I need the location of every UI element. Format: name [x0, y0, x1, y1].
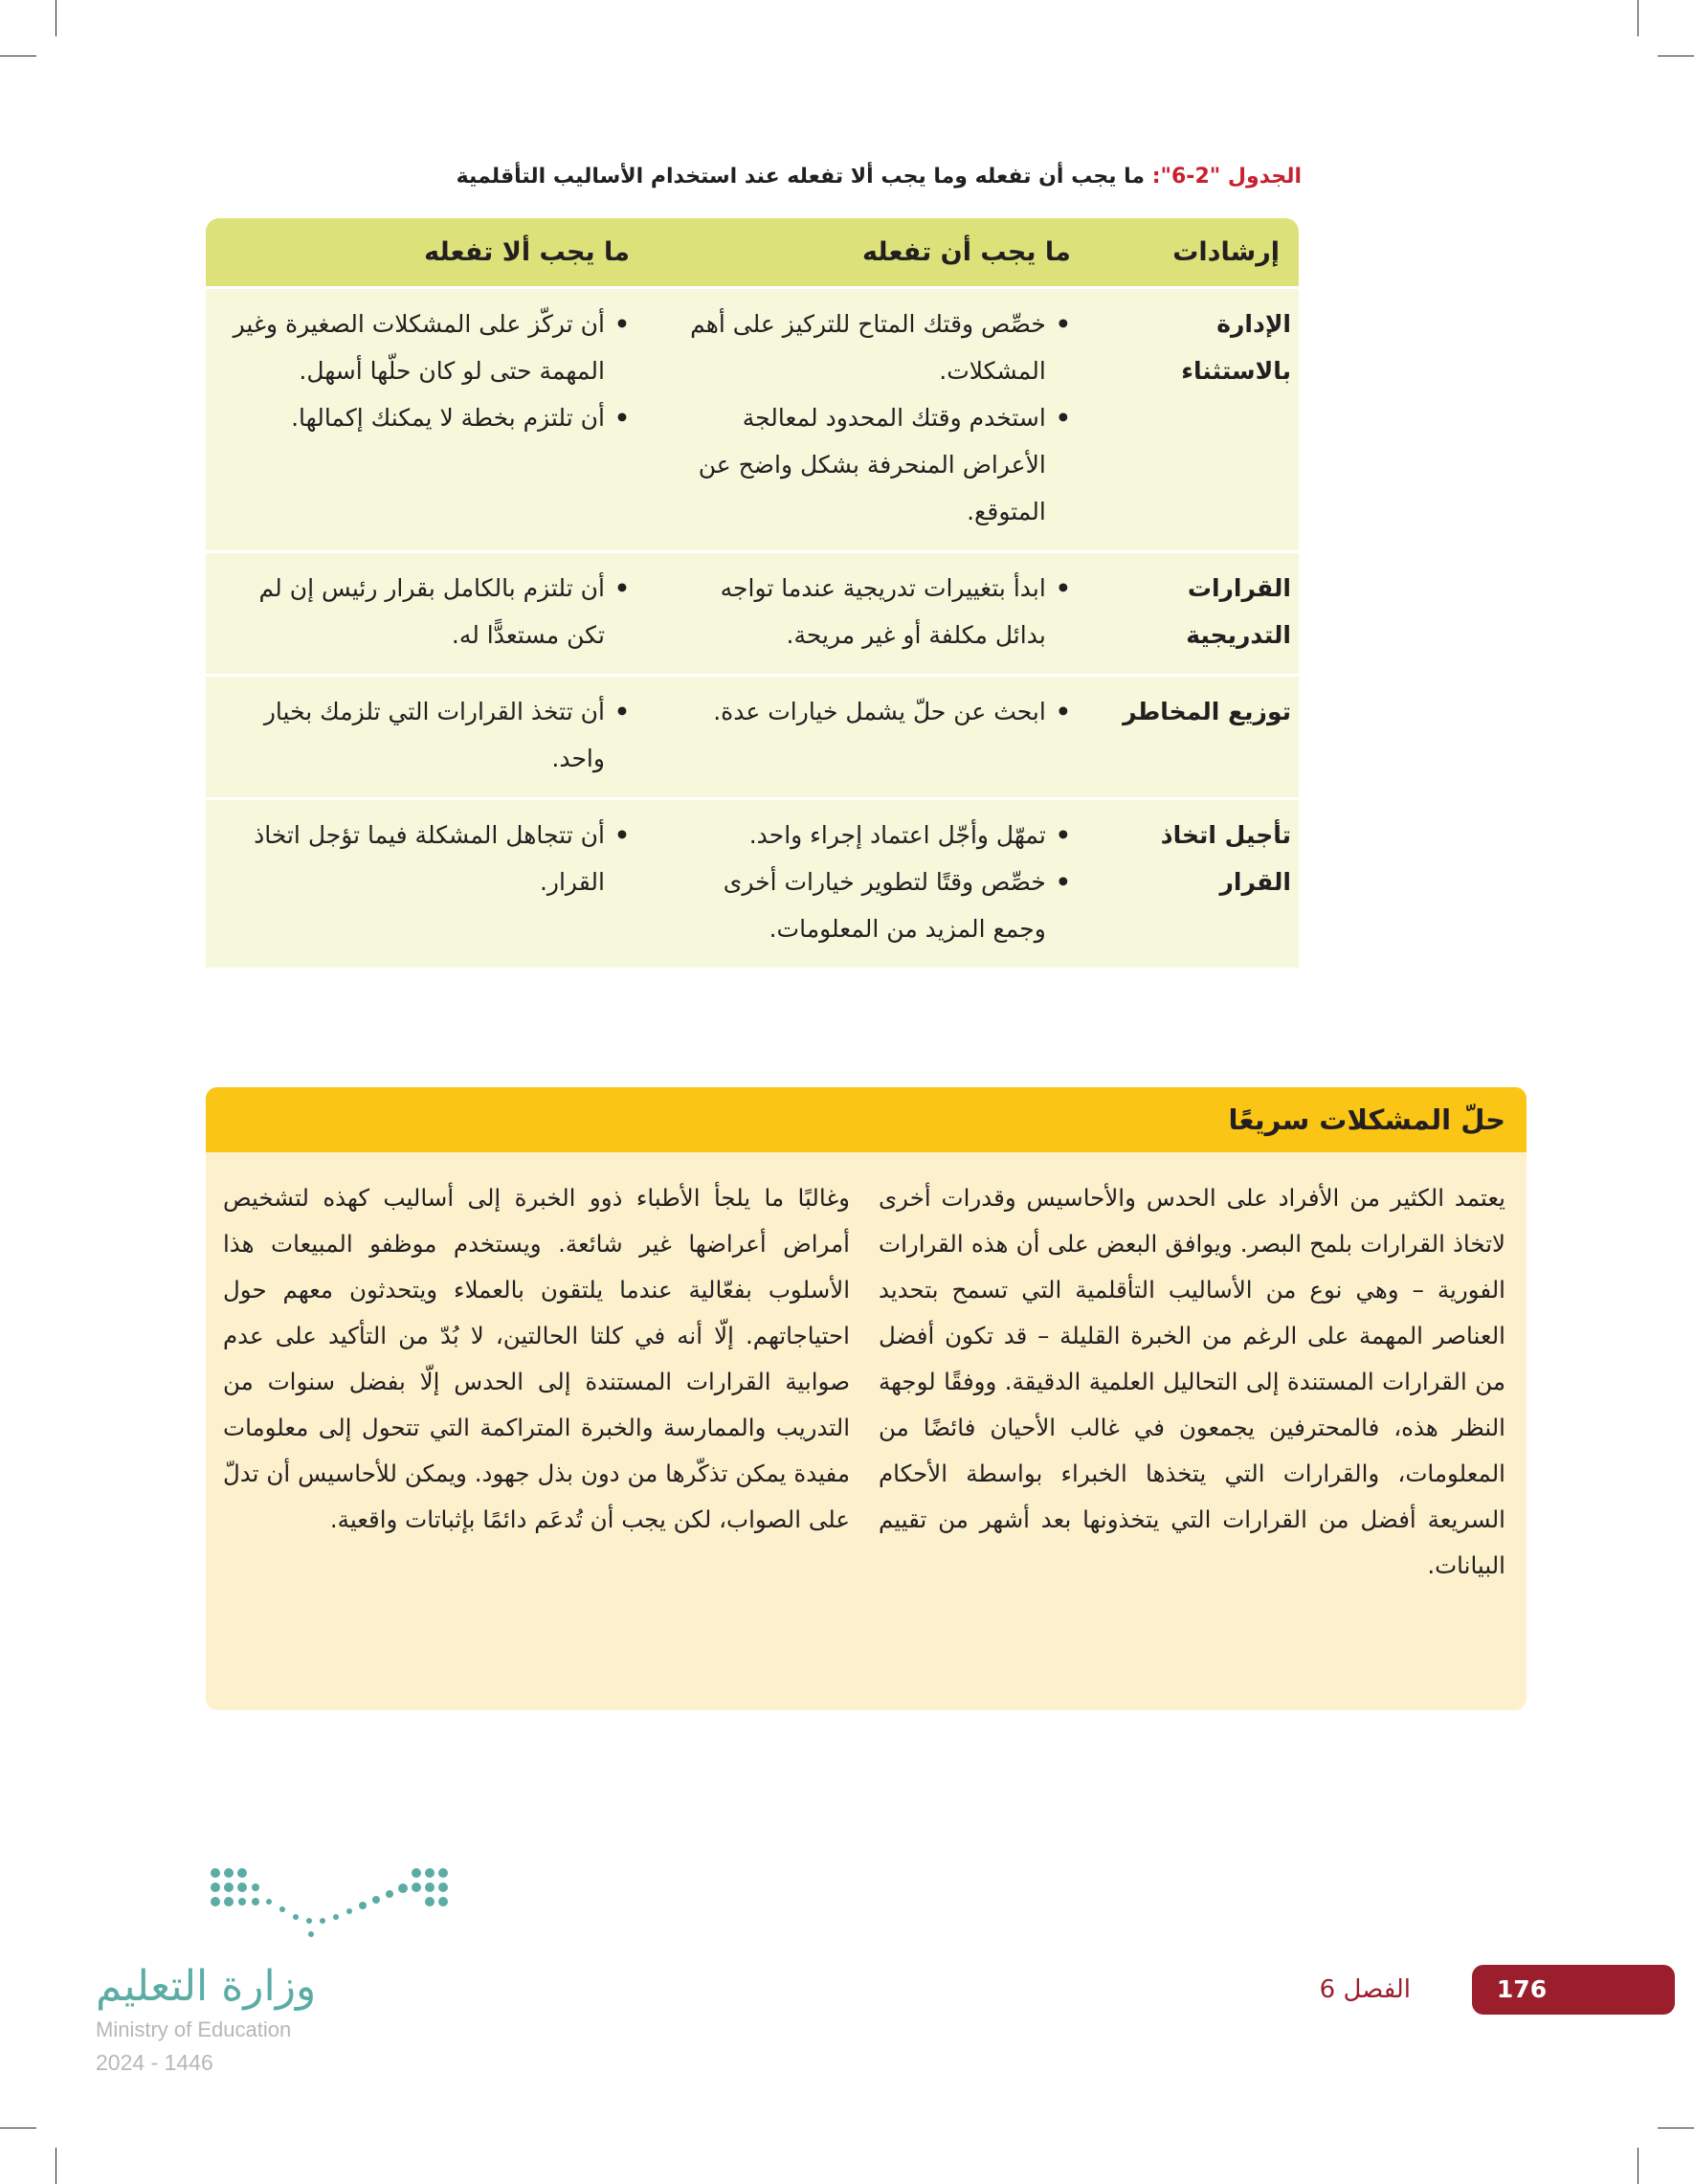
list-item: • تمهّل وأجّل اعتماد إجراء واحد. [668, 812, 1071, 858]
list-item: • أن تتجاهل المشكلة فيما تؤجل اتخاذ القرار. [225, 812, 630, 905]
row-guideline: الإدارة بالاستثناء [1090, 288, 1299, 552]
do-cell [649, 288, 1090, 552]
box-columns [223, 1175, 1505, 1589]
page-number: 176 [1496, 1975, 1548, 2003]
list-item: • استخدم وقتك المحدود لمعالجة الأعراض المنحرفة بشكل واضح عن المتوقع. [668, 394, 1071, 535]
dont-cell [206, 676, 649, 799]
row-guideline: القرارات التدريجية [1090, 552, 1299, 676]
list-item: • أن تلتزم بالكامل بقرار رئيس إن لم تكن مستعدًّا له. [225, 565, 630, 658]
header-guidelines: إرشادات [1090, 218, 1299, 288]
table-header-row [206, 218, 1299, 288]
table-caption [191, 165, 1302, 189]
dont-cell [206, 799, 649, 969]
list-item: • خصِّص وقتًا لتطوير خيارات أخرى وجمع المزيد من المعلومات. [668, 858, 1071, 952]
box-paragraph-right: يعتمد الكثير من الأفراد على الحدس والأحاسيس وقدرات أخرى لاتخاذ القرارات بلمح البصر. ويوافق البعض على أن هذه القرارات الفورية – وهي نوع من الأساليب التأقلمية التي تسمح بتحديد العناصر المهمة على الرغم من الخبرة القليلة – قد تكون أفضل من القرارات المستندة إلى التحاليل العلمية الدقيقة. ووفقًا لوجهة النظر هذه، فالمحترفين يجمعون في غالب الأحيان فائضًا من المعلومات، والقرارات التي يتخذها الخبراء بواسطة الأحكام السريعة أفضل من القرارات التي يتخذونها بعد أشهر من تقييم البيانات. [879, 1184, 1505, 1579]
table-row [206, 799, 1299, 969]
ministry-name-arabic: وزارة التعليم [96, 1962, 317, 2011]
ministry-logo-icon [206, 1861, 455, 1948]
header-dont: ما يجب ألا تفعله [206, 218, 649, 288]
do-cell [649, 552, 1090, 676]
row-guideline: تأجيل اتخاذ القرار [1090, 799, 1299, 969]
list-item: • أن تركّز على المشكلات الصغيرة وغير المهمة حتى لو كان حلّها أسهل. [225, 301, 630, 394]
ministry-name-english: Ministry of Education [96, 2017, 292, 2041]
chapter-label: الفصل 6 [1319, 1975, 1411, 2004]
quick-solving-box [206, 1087, 1527, 1710]
list-item: • أن تتخذ القرارات التي تلزمك بخيار واحد. [225, 688, 630, 782]
table-caption-label: الجدول "2-6": [1151, 165, 1302, 189]
list-item: • ابدأ بتغييرات تدريجية عندما تواجه بدائل مكلفة أو غير مريحة. [668, 565, 1071, 658]
dont-cell [206, 552, 649, 676]
list-item: • خصِّص وقتك المتاح للتركيز على أهم المشكلات. [668, 301, 1071, 394]
dont-cell [206, 288, 649, 552]
do-cell [649, 676, 1090, 799]
table-row [206, 552, 1299, 676]
list-item: • أن تلتزم بخطة لا يمكنك إكمالها. [225, 394, 630, 441]
row-guideline: توزيع المخاطر [1090, 676, 1299, 799]
table-row [206, 676, 1299, 799]
tips-table [206, 218, 1299, 968]
header-do: ما يجب أن تفعله [649, 218, 1090, 288]
box-title: حلّ المشكلات سريعًا [206, 1087, 1527, 1152]
box-paragraph-left: وغالبًا ما يلجأ الأطباء ذوو الخبرة إلى أساليب كهذه لتشخيص أمراض أعراضها غير شائعة. ويستخدم موظفو المبيعات هذا الأسلوب بفعّالية عندما يلتقون بالعملاء ويتحدثون معهم حول احتياجاتهم. إلّا أنه في كلتا الحالتين، لا بُدّ من التأكيد على عدم صوابية القرارات المستندة إلى الحدس إلّا بفضل سنوات من التدريب والممارسة والخبرة المتراكمة التي تتحول إلى معلومات مفيدة يمكن تذكّرها من دون بذل جهود. ويمكن للأحاسيس أن تدلّ على الصواب، لكن يجب أن تُدعَم دائمًا بإثباتات واقعية. [223, 1184, 850, 1533]
table-row [206, 288, 1299, 552]
table-caption-text: ما يجب أن تفعله وما يجب ألا تفعله عند استخدام الأساليب التأقلمية [456, 165, 1146, 189]
list-item: • ابحث عن حلّ يشمل خيارات عدة. [668, 688, 1071, 735]
do-cell [649, 799, 1090, 969]
edition-year: 2024 - 1446 [96, 2050, 213, 2075]
